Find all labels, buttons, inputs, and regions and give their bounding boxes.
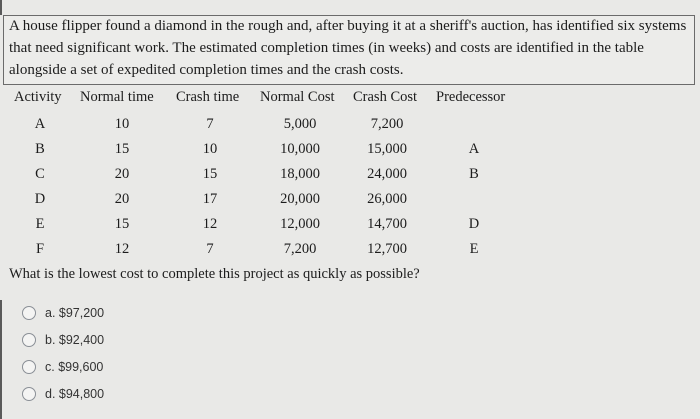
option-c[interactable]: [22, 358, 103, 376]
table-cell: 18,000: [280, 166, 320, 182]
table-cell: E: [469, 241, 479, 257]
table-cell: 15: [114, 141, 130, 157]
table-cell: 14,700: [367, 216, 407, 232]
option-a-label: a. $97,200: [45, 306, 105, 320]
question-line-3: alongside a set of expedited completion times and the crash costs.: [9, 62, 404, 78]
table-cell: 17: [202, 191, 218, 207]
table-cell: A: [468, 141, 480, 157]
table-cell: 7,200: [370, 116, 404, 132]
header-predecessor: Predecessor: [436, 89, 506, 105]
radio-button-icon[interactable]: [22, 387, 36, 401]
table-cell: 10: [114, 116, 130, 132]
option-c-label: c. $99,600: [45, 360, 104, 374]
header-activity: Activity: [14, 89, 62, 105]
table-cell: 26,000: [367, 191, 407, 207]
table-cell: 12,000: [280, 216, 320, 232]
table-cell: 7: [206, 116, 214, 132]
table-cell: 15: [114, 216, 130, 232]
table-cell: 7,200: [283, 241, 317, 257]
table-cell: B: [469, 166, 479, 182]
table-cell: 12: [202, 216, 218, 232]
question-prompt: What is the lowest cost to complete this project as quickly as possible?: [9, 266, 420, 282]
table-cell: D: [34, 191, 46, 207]
table-cell: 15,000: [367, 141, 407, 157]
left-edge-bar: [0, 300, 2, 419]
question-line-1: A house flipper found a diamond in the rough and, after buying it at a sheriff's auction, has identified six systems: [9, 18, 687, 34]
radio-button-icon[interactable]: [22, 306, 36, 320]
table-cell: 12,700: [367, 241, 407, 257]
option-d-label: d. $94,800: [45, 387, 105, 401]
option-a[interactable]: [22, 304, 104, 322]
table-cell: 12: [114, 241, 130, 257]
table-cell: A: [34, 116, 46, 132]
table-cell: D: [468, 216, 480, 232]
header-crash-time: Crash time: [176, 89, 240, 105]
table-cell: 15: [202, 166, 218, 182]
table-cell: C: [35, 166, 45, 182]
header-normal-time: Normal time: [80, 89, 154, 105]
table-cell: F: [35, 241, 45, 257]
header-crash-cost: Crash Cost: [353, 89, 418, 105]
option-b-label: b. $92,400: [45, 333, 105, 347]
table-cell: 7: [206, 241, 214, 257]
table-cell: 10,000: [280, 141, 320, 157]
option-d[interactable]: [22, 385, 104, 403]
radio-button-icon[interactable]: [22, 360, 36, 374]
table-cell: 24,000: [367, 166, 407, 182]
radio-button-icon[interactable]: [22, 333, 36, 347]
question-line-2: that need significant work. The estimated completion times (in weeks) and costs are identified in the table: [9, 40, 644, 56]
question-box: [3, 15, 695, 85]
table-cell: B: [35, 141, 45, 157]
table-cell: 20: [114, 191, 130, 207]
table-cell: 5,000: [283, 116, 317, 132]
left-edge-bar: [0, 0, 2, 15]
option-b[interactable]: [22, 331, 104, 349]
table-cell: 10: [202, 141, 218, 157]
table-cell: 20,000: [280, 191, 320, 207]
header-normal-cost: Normal Cost: [260, 89, 335, 105]
table-cell: 20: [114, 166, 130, 182]
table-cell: E: [35, 216, 45, 232]
